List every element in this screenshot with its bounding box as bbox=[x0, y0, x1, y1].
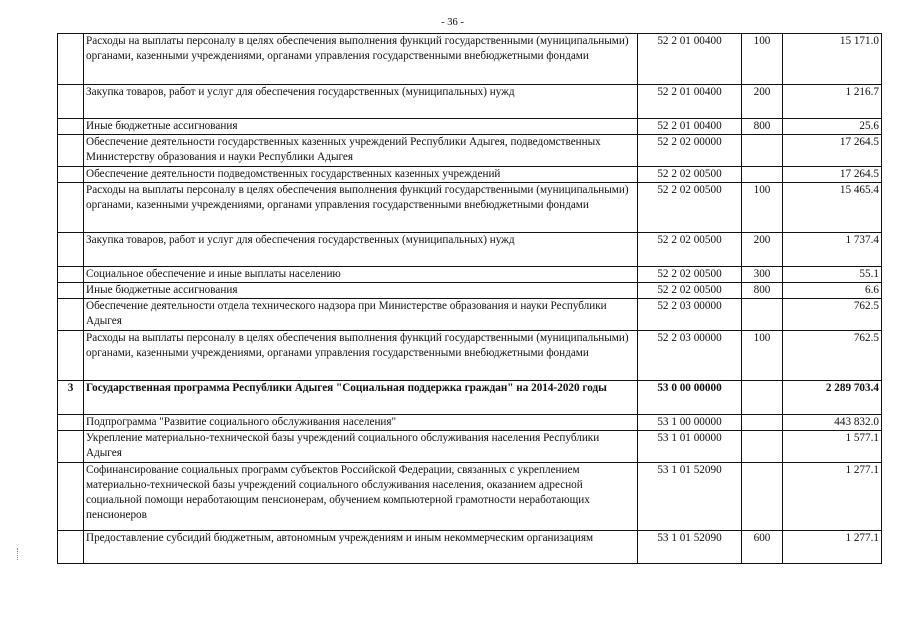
row-number-cell: 3 bbox=[58, 381, 84, 415]
table-row bbox=[58, 431, 882, 463]
expense-type-code-cell bbox=[742, 299, 783, 331]
expense-name-cell: Подпрограмма "Развитие социального обслуживания населения" bbox=[84, 415, 638, 431]
row-number-cell bbox=[58, 85, 84, 119]
amount-cell: 762.5 bbox=[783, 331, 882, 381]
expense-name-cell: Закупка товаров, работ и услуг для обеспечения государственных (муниципальных) нужд bbox=[84, 233, 638, 267]
row-number-cell bbox=[58, 119, 84, 135]
expense-name-cell: Закупка товаров, работ и услуг для обеспечения государственных (муниципальных) нужд bbox=[84, 85, 638, 119]
target-article-code-cell: 52 2 03 00000 bbox=[638, 331, 742, 381]
expense-type-code-cell bbox=[742, 381, 783, 415]
table-row bbox=[58, 331, 882, 381]
expense-name-cell: Обеспечение деятельности подведомственных государственных казенных учреждений bbox=[84, 167, 638, 183]
row-number-cell bbox=[58, 183, 84, 233]
amount-cell: 25.6 bbox=[783, 119, 882, 135]
table-row bbox=[58, 283, 882, 299]
amount-cell: 1 277.1 bbox=[783, 531, 882, 564]
table-row bbox=[58, 415, 882, 431]
row-number-cell bbox=[58, 431, 84, 463]
amount-cell: 1 277.1 bbox=[783, 463, 882, 531]
target-article-code-cell: 53 1 01 52090 bbox=[638, 531, 742, 564]
amount-cell: 15 465.4 bbox=[783, 183, 882, 233]
target-article-code-cell: 52 2 03 00000 bbox=[638, 299, 742, 331]
amount-cell: 1 577.1 bbox=[783, 431, 882, 463]
expense-type-code-cell bbox=[742, 167, 783, 183]
row-number-cell bbox=[58, 299, 84, 331]
amount-cell: 762.5 bbox=[783, 299, 882, 331]
expense-name-cell: Иные бюджетные ассигнования bbox=[84, 119, 638, 135]
expense-type-code-cell: 200 bbox=[742, 85, 783, 119]
row-number-cell bbox=[58, 233, 84, 267]
table-row bbox=[58, 233, 882, 267]
expense-type-code-cell bbox=[742, 463, 783, 531]
table-row bbox=[58, 381, 882, 415]
amount-cell: 1 216.7 bbox=[783, 85, 882, 119]
target-article-code-cell: 52 2 01 00400 bbox=[638, 119, 742, 135]
expense-name-cell: Иные бюджетные ассигнования bbox=[84, 283, 638, 299]
expense-type-code-cell bbox=[742, 431, 783, 463]
expense-type-code-cell: 100 bbox=[742, 183, 783, 233]
table-row bbox=[58, 85, 882, 119]
target-article-code-cell: 52 2 02 00500 bbox=[638, 183, 742, 233]
table-row bbox=[58, 299, 882, 331]
row-number-cell bbox=[58, 531, 84, 564]
target-article-code-cell: 52 2 02 00500 bbox=[638, 233, 742, 267]
table-row bbox=[58, 267, 882, 283]
expense-name-cell: Софинансирование социальных программ субъектов Российской Федерации, связанных с укреплением материально-технической базы учреждений социального обслуживания населения, оказанием адресной социальной помощи неработающим пенсионерам, обучением компьютерной грамотности неработающих пенсионеров bbox=[84, 463, 638, 531]
row-number-cell bbox=[58, 135, 84, 167]
row-number-cell bbox=[58, 463, 84, 531]
target-article-code-cell: 52 2 02 00500 bbox=[638, 267, 742, 283]
target-article-code-cell: 52 2 02 00500 bbox=[638, 283, 742, 299]
expense-type-code-cell: 100 bbox=[742, 331, 783, 381]
table-row bbox=[58, 531, 882, 564]
amount-cell: 1 737.4 bbox=[783, 233, 882, 267]
expense-name-cell: Предоставление субсидий бюджетным, автономным учреждениям и иным некоммерческим организациям bbox=[84, 531, 638, 564]
expense-type-code-cell bbox=[742, 135, 783, 167]
row-number-cell bbox=[58, 267, 84, 283]
table-row bbox=[58, 34, 882, 85]
row-number-cell bbox=[58, 34, 84, 85]
scan-artifact bbox=[17, 548, 20, 560]
target-article-code-cell: 52 2 02 00500 bbox=[638, 167, 742, 183]
expense-type-code-cell: 800 bbox=[742, 119, 783, 135]
amount-cell: 55.1 bbox=[783, 267, 882, 283]
target-article-code-cell: 52 2 02 00000 bbox=[638, 135, 742, 167]
amount-cell: 2 289 703.4 bbox=[783, 381, 882, 415]
amount-cell: 15 171.0 bbox=[783, 34, 882, 85]
expense-name-cell: Расходы на выплаты персоналу в целях обеспечения выполнения функций государственными (муниципальными) органами, казенными учреждениями, органами управления государственными внебюджетными фондами bbox=[84, 331, 638, 381]
budget-table bbox=[57, 33, 882, 564]
row-number-cell bbox=[58, 167, 84, 183]
expense-name-cell: Укрепление материально-технической базы учреждений социального обслуживания населения Республики Адыгея bbox=[84, 431, 638, 463]
row-number-cell bbox=[58, 415, 84, 431]
expense-type-code-cell: 600 bbox=[742, 531, 783, 564]
target-article-code-cell: 53 0 00 00000 bbox=[638, 381, 742, 415]
target-article-code-cell: 52 2 01 00400 bbox=[638, 34, 742, 85]
expense-name-cell: Расходы на выплаты персоналу в целях обеспечения выполнения функций государственными (муниципальными) органами, казенными учреждениями, органами управления государственными внебюджетными фондами bbox=[84, 183, 638, 233]
row-number-cell bbox=[58, 283, 84, 299]
target-article-code-cell: 52 2 01 00400 bbox=[638, 85, 742, 119]
amount-cell: 443 832.0 bbox=[783, 415, 882, 431]
expense-name-cell: Обеспечение деятельности государственных казенных учреждений Республики Адыгея, подведомственных Министерству образования и науки Республики Адыгея bbox=[84, 135, 638, 167]
expense-type-code-cell: 100 bbox=[742, 34, 783, 85]
target-article-code-cell: 53 1 00 00000 bbox=[638, 415, 742, 431]
amount-cell: 17 264.5 bbox=[783, 167, 882, 183]
expense-type-code-cell: 300 bbox=[742, 267, 783, 283]
expense-name-cell: Расходы на выплаты персоналу в целях обеспечения выполнения функций государственными (муниципальными) органами, казенными учреждениями, органами управления государственными внебюджетными фондами bbox=[84, 34, 638, 85]
row-number-cell bbox=[58, 331, 84, 381]
table-row bbox=[58, 167, 882, 183]
target-article-code-cell: 53 1 01 00000 bbox=[638, 431, 742, 463]
target-article-code-cell: 53 1 01 52090 bbox=[638, 463, 742, 531]
expense-name-cell: Социальное обеспечение и иные выплаты населению bbox=[84, 267, 638, 283]
budget-table-body bbox=[58, 34, 882, 564]
table-row bbox=[58, 463, 882, 531]
amount-cell: 17 264.5 bbox=[783, 135, 882, 167]
expense-type-code-cell: 200 bbox=[742, 233, 783, 267]
amount-cell: 6.6 bbox=[783, 283, 882, 299]
page-number: - 36 - bbox=[441, 17, 464, 28]
expense-type-code-cell: 800 bbox=[742, 283, 783, 299]
table-row bbox=[58, 119, 882, 135]
expense-name-cell: Обеспечение деятельности отдела технического надзора при Министерстве образования и науки Республики Адыгея bbox=[84, 299, 638, 331]
table-row bbox=[58, 183, 882, 233]
expense-type-code-cell bbox=[742, 415, 783, 431]
table-row bbox=[58, 135, 882, 167]
expense-name-cell: Государственная программа Республики Адыгея "Социальная поддержка граждан" на 2014-2020 годы bbox=[84, 381, 638, 415]
